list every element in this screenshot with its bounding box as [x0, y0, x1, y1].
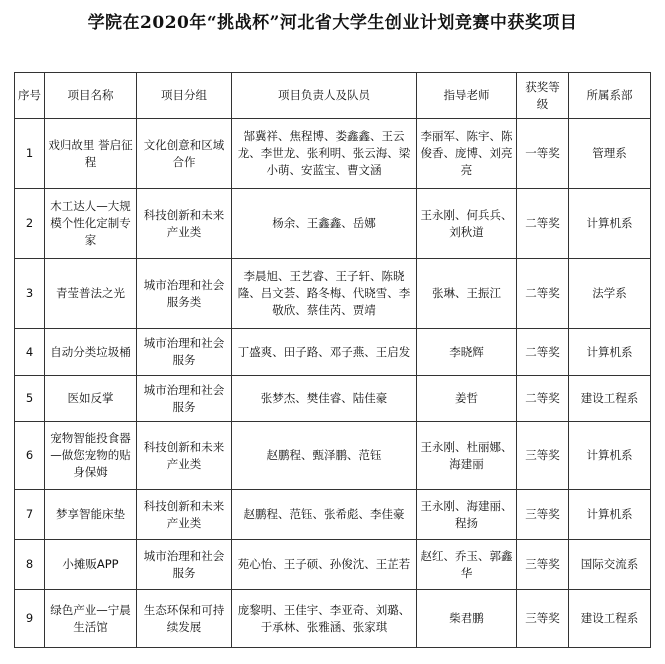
- header-award: 获奖等级: [517, 73, 569, 119]
- project-name: 木工达人—大规模个性化定制专家: [45, 189, 137, 259]
- table-row: [15, 490, 651, 540]
- department: 计算机系: [569, 329, 651, 376]
- row-no: 2: [15, 189, 45, 259]
- project-name: 梦享智能床垫: [45, 490, 137, 540]
- table-row: [15, 119, 651, 189]
- table-row: [15, 590, 651, 648]
- row-no: 7: [15, 490, 45, 540]
- project-members: 赵鹏程、范钰、张希彪、李佳豪: [232, 490, 417, 540]
- award-level: 二等奖: [517, 189, 569, 259]
- awards-table: [14, 72, 651, 648]
- project-advisor: 王永刚、何兵兵、刘秋道: [417, 189, 517, 259]
- award-level: 三等奖: [517, 422, 569, 490]
- department: 国际交流系: [569, 540, 651, 590]
- header-name: 项目名称: [45, 73, 137, 119]
- project-members: 杨余、王鑫鑫、岳娜: [232, 189, 417, 259]
- department: 计算机系: [569, 189, 651, 259]
- project-name: 宠物智能投食器—做您宠物的贴身保姆: [45, 422, 137, 490]
- project-members: 李晨旭、王艺睿、王子轩、陈晓隆、吕文荟、路冬梅、代晓雪、李敬欣、蔡佳芮、贾靖: [232, 259, 417, 329]
- table-row: [15, 540, 651, 590]
- table-row: [15, 376, 651, 422]
- award-level: 三等奖: [517, 490, 569, 540]
- department: 法学系: [569, 259, 651, 329]
- header-group: 项目分组: [137, 73, 232, 119]
- table-row: [15, 259, 651, 329]
- row-no: 8: [15, 540, 45, 590]
- department: 计算机系: [569, 422, 651, 490]
- row-no: 5: [15, 376, 45, 422]
- table-row: [15, 189, 651, 259]
- project-group: 城市治理和社会服务: [137, 376, 232, 422]
- project-advisor: 张琳、王振江: [417, 259, 517, 329]
- project-advisor: 李丽军、陈宇、陈俊香、庞博、刘亮亮: [417, 119, 517, 189]
- award-level: 二等奖: [517, 376, 569, 422]
- project-members: 郜冀祥、焦程博、娄鑫鑫、王云龙、李世龙、张利明、张云海、梁小萌、安蓝宝、曹文涵: [232, 119, 417, 189]
- row-no: 9: [15, 590, 45, 648]
- department: 计算机系: [569, 490, 651, 540]
- project-group: 科技创新和未来产业类: [137, 189, 232, 259]
- table-row: [15, 422, 651, 490]
- project-name: 自动分类垃圾桶: [45, 329, 137, 376]
- project-group: 城市治理和社会服务: [137, 329, 232, 376]
- award-level: 三等奖: [517, 590, 569, 648]
- project-members: 赵鹏程、甄泽鹏、范钰: [232, 422, 417, 490]
- project-group: 城市治理和社会服务类: [137, 259, 232, 329]
- header-no: 序号: [15, 73, 45, 119]
- award-level: 二等奖: [517, 329, 569, 376]
- project-group: 科技创新和未来产业类: [137, 490, 232, 540]
- project-advisor: 王永刚、海建丽、程扬: [417, 490, 517, 540]
- project-members: 丁盛爽、田子路、邓子燕、王启发: [232, 329, 417, 376]
- project-group: 生态环保和可持续发展: [137, 590, 232, 648]
- project-advisor: 王永刚、杜丽娜、海建丽: [417, 422, 517, 490]
- project-group: 科技创新和未来产业类: [137, 422, 232, 490]
- project-name: 医如反掌: [45, 376, 137, 422]
- row-no: 6: [15, 422, 45, 490]
- project-advisor: 李晓辉: [417, 329, 517, 376]
- award-level: 二等奖: [517, 259, 569, 329]
- award-level: 三等奖: [517, 540, 569, 590]
- header-advisor: 指导老师: [417, 73, 517, 119]
- project-group: 文化创意和区域合作: [137, 119, 232, 189]
- project-name: 青莹普法之光: [45, 259, 137, 329]
- project-name: 绿色产业—宁晨生活馆: [45, 590, 137, 648]
- project-members: 庞黎明、王佳宇、李亚奇、刘璐、于承林、张雅涵、张家琪: [232, 590, 417, 648]
- department: 建设工程系: [569, 376, 651, 422]
- header-row: [15, 73, 651, 119]
- project-advisor: 姜哲: [417, 376, 517, 422]
- department: 建设工程系: [569, 590, 651, 648]
- header-members: 项目负责人及队员: [232, 73, 417, 119]
- row-no: 4: [15, 329, 45, 376]
- table-row: [15, 329, 651, 376]
- project-name: 戏归故里 誉启征程: [45, 119, 137, 189]
- project-name: 小摊贩APP: [45, 540, 137, 590]
- row-no: 3: [15, 259, 45, 329]
- department: 管理系: [569, 119, 651, 189]
- header-dept: 所属系部: [569, 73, 651, 119]
- project-group: 城市治理和社会服务: [137, 540, 232, 590]
- row-no: 1: [15, 119, 45, 189]
- project-advisor: 柴君鹏: [417, 590, 517, 648]
- project-members: 张梦杰、樊佳睿、陆佳豪: [232, 376, 417, 422]
- project-members: 苑心怡、王子硕、孙俊沈、王芷若: [232, 540, 417, 590]
- award-level: 一等奖: [517, 119, 569, 189]
- page-title: 学院在2020年“挑战杯”河北省大学生创业计划竞赛中获奖项目: [87, 13, 578, 33]
- project-advisor: 赵红、乔玉、郭鑫华: [417, 540, 517, 590]
